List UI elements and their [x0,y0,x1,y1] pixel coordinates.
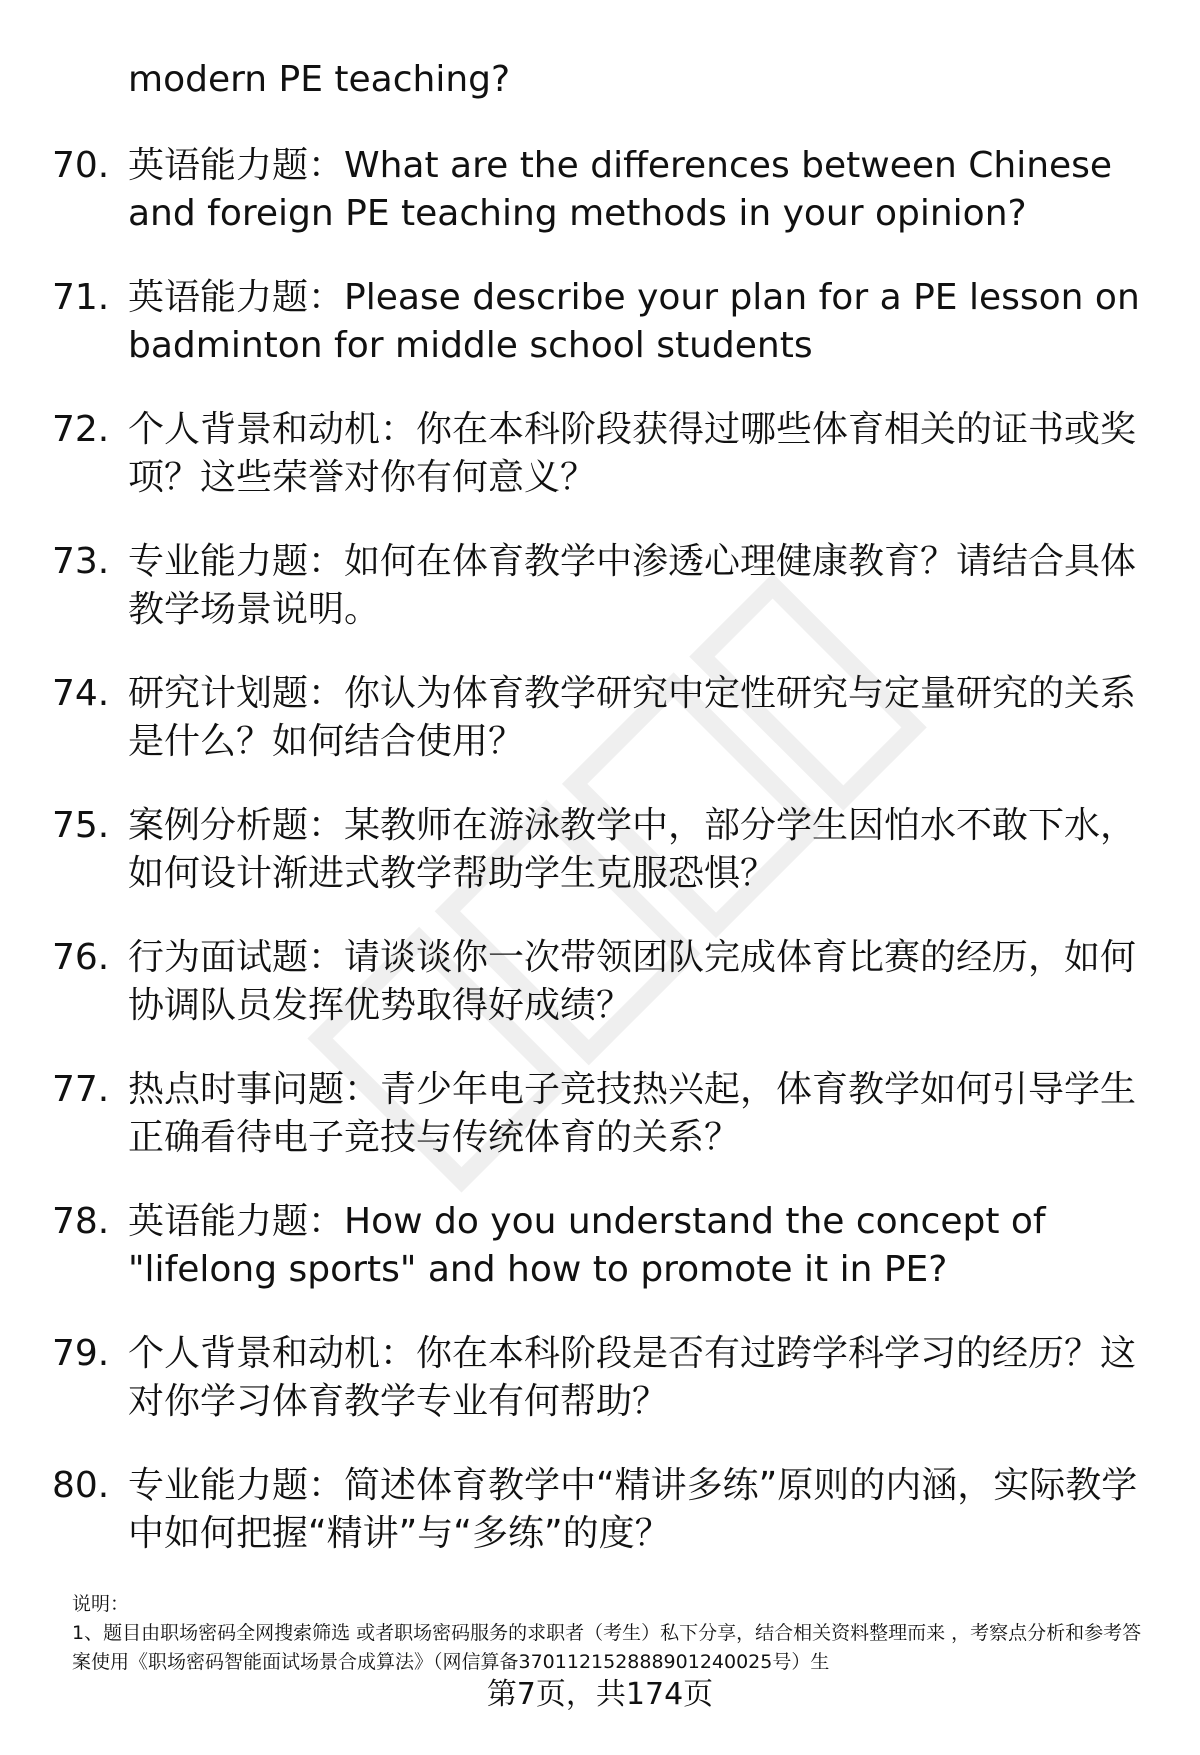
question-number: 78. [52,1201,110,1242]
question-item [0,934,1200,1066]
question-item [0,670,1200,802]
question-text: 个人背景和动机：你在本科阶段获得过哪些体育相关的证书或奖项？这些荣誉对你有何意义？ [128,409,1137,498]
question-text: 个人背景和动机：你在本科阶段是否有过跨学科学习的经历？这对你学习体育教学专业有何帮助？ [128,1333,1137,1422]
question-text: 专业能力题：简述体育教学中“精讲多练”原则的内涵，实际教学中如何把握“精讲”与“多练”的度？ [128,1465,1138,1554]
question-item [0,1462,1200,1594]
question-item [0,406,1200,538]
question-item [0,802,1200,934]
question-text: 英语能力题：Please describe your plan for a PE lesson on badminton for middle school students [128,277,1140,366]
continuation-text: modern PE teaching? [128,59,511,100]
question-number: 71. [52,277,110,318]
question-text: 英语能力题：How do you understand the concept of "lifelong sports" and how to promote it in PE? [128,1201,1046,1290]
question-number: 77. [52,1069,110,1110]
question-text: 行为面试题：请谈谈你一次带领团队完成体育比赛的经历，如何协调队员发挥优势取得好成绩？ [128,937,1137,1026]
question-text: 热点时事问题：青少年电子竞技热兴起，体育教学如何引导学生正确看待电子竞技与传统体育的关系？ [128,1069,1137,1158]
page-indicator: 第7页，共174页 [486,1677,714,1712]
question-item [0,1330,1200,1462]
question-text: 专业能力题：如何在体育教学中渗透心理健康教育？请结合具体教学场景说明。 [128,541,1137,630]
question-item [0,1198,1200,1330]
notes-line: 1、题目由职场密码全网搜索筛选 或者职场密码服务的求职者（考生）私下分享，结合相关资料整理而来 ，考察点分析和参考答案使用《职场密码智能面试场景合成算法》（网信算备370112152888901240025号）生 [72,1622,1142,1673]
question-number: 72. [52,409,110,450]
question-number: 73. [52,541,110,582]
notes-heading: 说明： [72,1593,130,1615]
question-text: 研究计划题：你认为体育教学研究中定性研究与定量研究的关系是什么？如何结合使用？ [128,673,1137,762]
notes-section [72,1590,1157,1677]
question-number: 75. [52,805,110,846]
question-number: 74. [52,673,110,714]
question-number: 80. [52,1465,110,1506]
question-number: 79. [52,1333,110,1374]
question-list [0,142,1200,1594]
question-number: 76. [52,937,110,978]
question-item [0,538,1200,670]
question-item [0,1066,1200,1198]
question-number: 70. [52,145,110,186]
question-item [0,142,1200,274]
question-item [0,274,1200,406]
question-text: 英语能力题：What are the differences between Chinese and foreign PE teaching methods in your opinion? [128,145,1113,234]
question-text: 案例分析题：某教师在游泳教学中，部分学生因怕水不敢下水，如何设计渐进式教学帮助学生克服恐惧？ [128,805,1137,894]
